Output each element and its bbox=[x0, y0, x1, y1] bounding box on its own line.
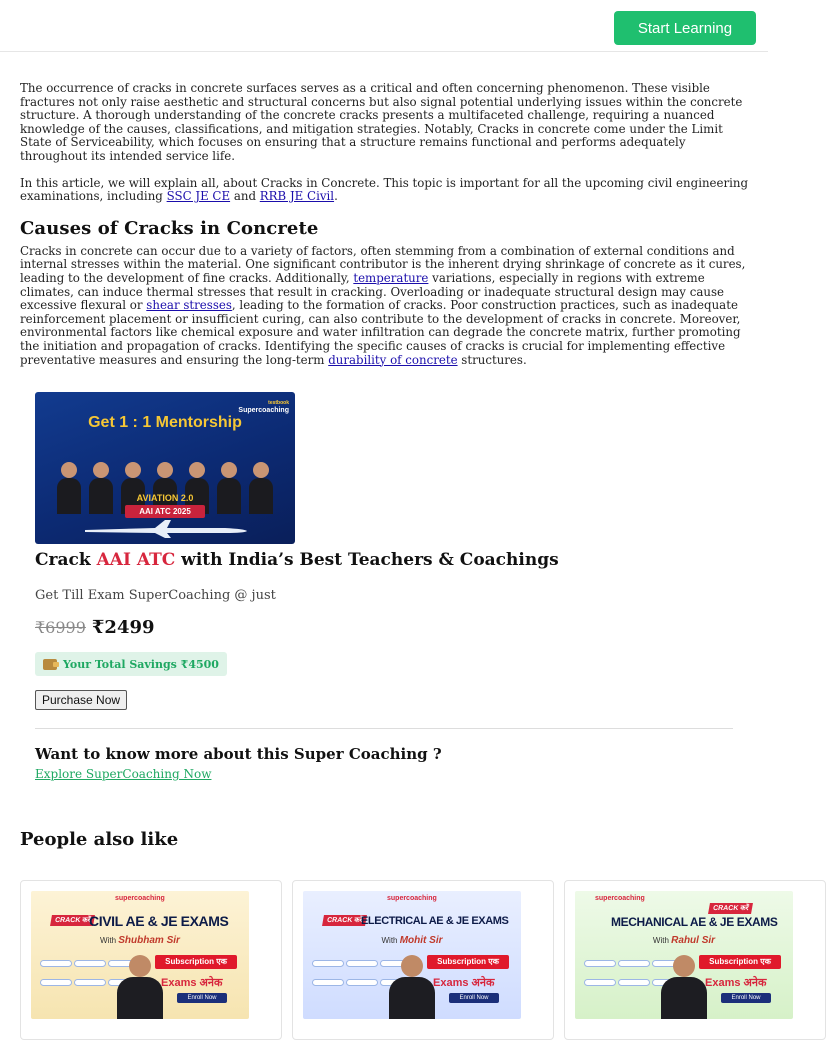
people-also-like-heading: People also like bbox=[20, 829, 179, 850]
savings-text: Your Total Savings ₹4500 bbox=[63, 657, 219, 671]
paragraph-text: variations, especially in regions with extreme climates, can induce thermal stresses that result in cracking. Overloading or inadequate structural design may cause excessive flexural or bbox=[20, 270, 724, 313]
promo-subtitle: Get Till Exam SuperCoaching @ just bbox=[35, 588, 276, 603]
banner-teachers-photo bbox=[57, 444, 273, 514]
subscription-badge: Subscription एक bbox=[699, 955, 781, 969]
discounted-price: ₹2499 bbox=[91, 617, 155, 638]
exams-text: Exams अनेक bbox=[433, 977, 495, 989]
divider bbox=[35, 728, 733, 729]
banner-brand-logo: testbook Supercoaching bbox=[238, 400, 289, 414]
course-title: ELECTRICAL AE & JE EXAMS bbox=[361, 915, 509, 927]
paragraph-text: Cracks in concrete can occur due to a variety of factors, often stemming from a combination of external conditions and internal stresses within the material. One significant contributor is the inherent drying shrinkage of concrete as it cures, leading to the development of fine cracks. Additionally, bbox=[20, 243, 746, 285]
paragraph-text: structures. bbox=[457, 352, 527, 367]
article-body bbox=[20, 80, 750, 367]
supercoaching-promo bbox=[35, 392, 735, 782]
course-card[interactable] bbox=[292, 880, 554, 1040]
subscription-badge: Subscription एक bbox=[427, 955, 509, 969]
brand-logo: supercoaching bbox=[387, 895, 437, 902]
causes-heading: Causes of Cracks in Concrete bbox=[20, 217, 319, 239]
wallet-icon bbox=[43, 659, 57, 670]
top-bar bbox=[0, 0, 768, 52]
mentor-line: With Mohit Sir bbox=[381, 935, 443, 946]
promo-title: Crack AAI ATC with India’s Best Teachers & Coachings bbox=[35, 550, 559, 570]
crack-tag: CRACK करें bbox=[708, 903, 753, 914]
course-card[interactable] bbox=[564, 880, 826, 1040]
subscription-badge: Subscription एक bbox=[155, 955, 237, 969]
course-thumbnail[interactable] bbox=[31, 891, 249, 1019]
course-title: CIVIL AE & JE EXAMS bbox=[89, 913, 229, 929]
durability-of-concrete-link[interactable]: durability of concrete bbox=[328, 352, 458, 367]
promo-banner-image[interactable] bbox=[35, 392, 295, 544]
promo-title-highlight: AAI ATC bbox=[96, 550, 176, 570]
course-title: MECHANICAL AE & JE EXAMS bbox=[611, 915, 778, 929]
exams-text: Exams अनेक bbox=[161, 977, 223, 989]
savings-badge bbox=[35, 652, 227, 676]
mentor-line: With Rahul Sir bbox=[652, 935, 716, 946]
course-thumbnail[interactable] bbox=[575, 891, 793, 1019]
temperature-link[interactable]: temperature bbox=[353, 270, 429, 285]
article-scope-paragraph bbox=[20, 177, 750, 204]
enroll-now-button[interactable]: Enroll Now bbox=[449, 993, 499, 1003]
banner-ribbon-exam: AAI ATC 2025 bbox=[125, 505, 205, 518]
rrb-je-civil-link[interactable]: RRB JE Civil bbox=[259, 189, 335, 204]
mentor-line: With Shubham Sir bbox=[100, 935, 180, 946]
purchase-now-button[interactable]: Purchase Now bbox=[35, 690, 127, 710]
banner-ribbon-aviation: AVIATION 2.0 bbox=[136, 493, 194, 503]
paragraph-text: In this article, we will explain all, about Cracks in Concrete. This topic is important for all the upcoming civil engineering examinations, including bbox=[20, 175, 749, 204]
brand-logo: supercoaching bbox=[115, 895, 165, 902]
course-thumbnail[interactable] bbox=[303, 891, 521, 1019]
shear-stresses-link[interactable]: shear stresses bbox=[146, 298, 232, 313]
intro-paragraph: The occurrence of cracks in concrete surfaces serves as a critical and often concerning phenomenon. These visible fractures not only raise aesthetic and structural concerns but also signal potential underlying issues within the concrete structure. A thorough understanding of the concrete cracks presents a multifaceted challenge, requiring a nuanced knowledge of the causes, classifications, and mitigation strategies. Notably, Cracks in concrete come under the Limit State of Serviceability, which focuses on ensuring that a structure remains functional and performs adequately throughout its intended service life. bbox=[20, 81, 743, 163]
enroll-now-button[interactable]: Enroll Now bbox=[177, 993, 227, 1003]
explore-supercoaching-link[interactable]: Explore SuperCoaching Now bbox=[35, 767, 212, 781]
banner-headline: Get 1 : 1 Mentorship bbox=[88, 414, 242, 431]
paragraph-text: . bbox=[334, 189, 338, 204]
paragraph-text: and bbox=[230, 189, 260, 204]
more-info-heading: Want to know more about this Super Coaching ? bbox=[35, 745, 442, 763]
price-row bbox=[35, 617, 735, 638]
paragraph-text: , leading to the formation of cracks. Poor construction practices, such as inadequate reinforcement placement or insufficient curing, can also contribute to the development of cracks in concrete. Moreover, environmental factors like chemical exposure and water infiltration can degrade the concrete matrix, further promoting the initiation and propagation of cracks. Identifying the specific causes of cracks is crucial for implementing effective preventative measures and ensuring the long-term bbox=[20, 298, 741, 367]
crack-tag: CRACK करें bbox=[322, 915, 367, 926]
start-learning-button[interactable]: Start Learning bbox=[614, 11, 756, 45]
course-card[interactable] bbox=[20, 880, 282, 1040]
causes-paragraph bbox=[20, 245, 750, 367]
original-price: ₹6999 bbox=[35, 618, 86, 637]
people-also-like-carousel bbox=[20, 880, 778, 1040]
crack-tag: CRACK करें bbox=[50, 915, 95, 926]
ssc-je-ce-link[interactable]: SSC JE CE bbox=[166, 189, 231, 204]
brand-logo: supercoaching bbox=[595, 895, 645, 902]
exams-text: Exams अनेक bbox=[705, 977, 767, 989]
enroll-now-button[interactable]: Enroll Now bbox=[721, 993, 771, 1003]
airplane-icon bbox=[75, 518, 255, 538]
